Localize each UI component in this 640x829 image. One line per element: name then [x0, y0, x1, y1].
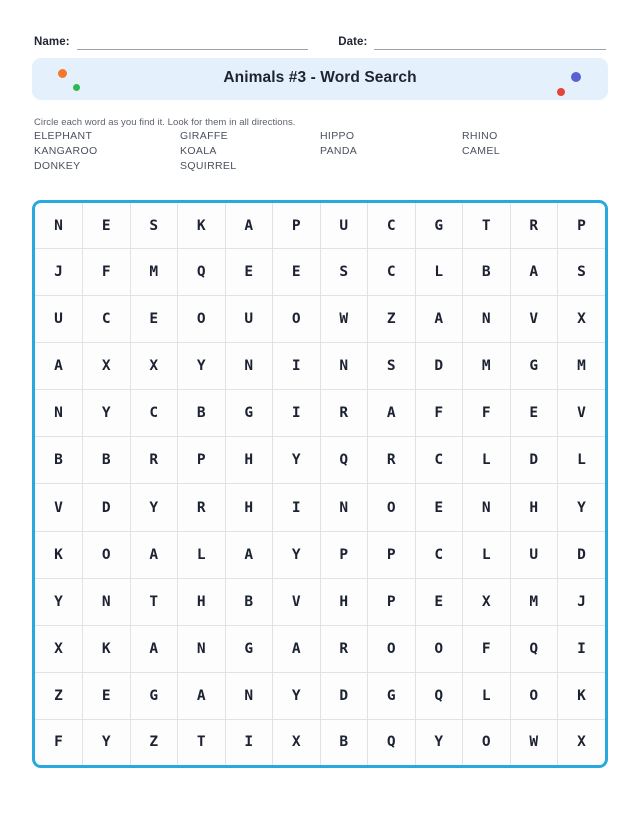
grid-cell[interactable]: L — [415, 249, 463, 296]
grid-cell[interactable]: A — [178, 672, 226, 719]
grid-cell[interactable]: Q — [415, 672, 463, 719]
grid-cell[interactable]: F — [83, 249, 131, 296]
grid-cell[interactable]: C — [368, 203, 416, 249]
grid-cell[interactable]: L — [463, 672, 511, 719]
grid-cell[interactable]: N — [83, 578, 131, 625]
grid-cell[interactable]: A — [225, 531, 273, 578]
grid-cell[interactable]: V — [273, 578, 321, 625]
grid-cell[interactable]: U — [225, 296, 273, 343]
grid-cell[interactable]: Y — [83, 390, 131, 437]
grid-cell[interactable]: Y — [130, 484, 178, 531]
grid-cell[interactable]: M — [558, 343, 606, 390]
date-input-line[interactable] — [374, 35, 606, 50]
grid-cell[interactable]: D — [83, 484, 131, 531]
grid-cell[interactable]: I — [273, 390, 321, 437]
grid-cell[interactable]: X — [83, 343, 131, 390]
word-item: PANDA — [320, 145, 358, 157]
word-list-row — [34, 145, 606, 160]
grid-cell[interactable]: M — [463, 343, 511, 390]
grid-cell[interactable]: G — [225, 390, 273, 437]
word-item: RHINO — [462, 130, 498, 142]
grid-cell[interactable]: P — [368, 578, 416, 625]
grid-cell[interactable]: N — [35, 203, 83, 249]
grid-cell[interactable]: R — [368, 437, 416, 484]
grid-cell[interactable]: Y — [558, 484, 606, 531]
grid-cell[interactable]: S — [130, 203, 178, 249]
grid-cell[interactable]: I — [225, 719, 273, 765]
grid-cell[interactable]: Z — [35, 672, 83, 719]
grid-cell[interactable]: B — [178, 390, 226, 437]
grid-cell[interactable]: X — [558, 296, 606, 343]
grid-cell[interactable]: P — [320, 531, 368, 578]
grid-cell[interactable]: E — [415, 484, 463, 531]
grid-cell[interactable]: Q — [510, 625, 558, 672]
grid-cell[interactable]: G — [415, 203, 463, 249]
grid-cell[interactable]: B — [225, 578, 273, 625]
grid-cell[interactable]: F — [463, 390, 511, 437]
grid-cell[interactable]: Q — [368, 719, 416, 765]
grid-cell[interactable]: E — [83, 672, 131, 719]
word-item: SQUIRREL — [180, 160, 237, 172]
grid-cell[interactable]: A — [368, 390, 416, 437]
grid-cell[interactable]: A — [225, 203, 273, 249]
grid-cell[interactable]: E — [415, 578, 463, 625]
grid-cell[interactable]: D — [558, 531, 606, 578]
word-list — [34, 130, 606, 175]
instructions-text: Circle each word as you find it. Look for them in all directions. — [34, 117, 296, 128]
grid-cell[interactable]: Y — [35, 578, 83, 625]
grid-cell[interactable]: E — [273, 249, 321, 296]
grid-cell[interactable]: X — [558, 719, 606, 765]
grid-cell[interactable]: F — [35, 719, 83, 765]
grid-cell[interactable]: B — [83, 437, 131, 484]
grid-cell[interactable]: D — [510, 437, 558, 484]
grid-cell[interactable]: O — [415, 625, 463, 672]
grid-row — [35, 249, 605, 296]
grid-cell[interactable]: L — [463, 437, 511, 484]
grid-cell[interactable]: H — [178, 578, 226, 625]
title-banner — [32, 58, 608, 100]
grid-cell[interactable]: P — [558, 203, 606, 249]
grid-cell[interactable]: A — [273, 625, 321, 672]
grid-cell[interactable]: H — [510, 484, 558, 531]
grid-cell[interactable]: R — [320, 390, 368, 437]
grid-cell[interactable]: Z — [130, 719, 178, 765]
grid-cell[interactable]: Y — [178, 343, 226, 390]
grid-cell[interactable]: T — [130, 578, 178, 625]
page-title: Animals #3 - Word Search — [223, 69, 417, 86]
grid-cell[interactable]: R — [130, 437, 178, 484]
word-list-row — [34, 160, 606, 175]
grid-cell[interactable]: T — [463, 203, 511, 249]
grid-cell[interactable]: G — [368, 672, 416, 719]
grid-cell[interactable]: S — [368, 343, 416, 390]
grid-cell[interactable]: N — [463, 484, 511, 531]
grid-cell[interactable]: J — [35, 249, 83, 296]
grid-cell[interactable]: H — [225, 484, 273, 531]
grid-cell[interactable]: R — [320, 625, 368, 672]
grid-cell[interactable]: I — [273, 484, 321, 531]
grid-row — [35, 203, 605, 249]
grid-row — [35, 437, 605, 484]
grid-cell[interactable]: G — [225, 625, 273, 672]
grid-cell[interactable]: L — [178, 531, 226, 578]
grid-cell[interactable]: Y — [273, 672, 321, 719]
grid-cell[interactable]: G — [510, 343, 558, 390]
grid-cell[interactable]: D — [415, 343, 463, 390]
grid-cell[interactable]: N — [463, 296, 511, 343]
grid-cell[interactable]: N — [35, 390, 83, 437]
grid-cell[interactable]: J — [558, 578, 606, 625]
grid-row — [35, 672, 605, 719]
decorative-dot-red-icon — [557, 88, 565, 96]
name-label: Name: — [34, 36, 70, 48]
grid-cell[interactable]: E — [130, 296, 178, 343]
grid-row — [35, 719, 605, 765]
grid-cell[interactable]: Z — [368, 296, 416, 343]
word-list-row — [34, 130, 606, 145]
grid-cell[interactable]: K — [558, 672, 606, 719]
name-input-line[interactable] — [77, 35, 309, 50]
grid-cell[interactable]: K — [35, 531, 83, 578]
grid-cell[interactable]: S — [558, 249, 606, 296]
grid-cell[interactable]: A — [130, 625, 178, 672]
grid-cell[interactable]: N — [178, 625, 226, 672]
word-item: CAMEL — [462, 145, 500, 157]
grid-cell[interactable]: O — [368, 484, 416, 531]
word-search-grid-container — [32, 200, 608, 768]
grid-cell[interactable]: X — [463, 578, 511, 625]
grid-cell[interactable]: O — [368, 625, 416, 672]
grid-cell[interactable]: E — [225, 249, 273, 296]
grid-row — [35, 531, 605, 578]
grid-row — [35, 343, 605, 390]
grid-cell[interactable]: X — [35, 625, 83, 672]
grid-row — [35, 625, 605, 672]
grid-cell[interactable]: A — [415, 296, 463, 343]
grid-cell[interactable]: N — [225, 343, 273, 390]
grid-cell[interactable]: V — [510, 296, 558, 343]
word-item: KOALA — [180, 145, 217, 157]
grid-cell[interactable]: D — [320, 672, 368, 719]
grid-cell[interactable]: A — [35, 343, 83, 390]
grid-cell[interactable]: S — [320, 249, 368, 296]
grid-cell[interactable]: X — [130, 343, 178, 390]
grid-cell[interactable]: Y — [273, 531, 321, 578]
grid-cell[interactable]: C — [415, 531, 463, 578]
grid-cell[interactable]: O — [83, 531, 131, 578]
grid-cell[interactable]: X — [273, 719, 321, 765]
grid-cell[interactable]: G — [130, 672, 178, 719]
word-item: GIRAFFE — [180, 130, 228, 142]
grid-cell[interactable]: L — [463, 531, 511, 578]
grid-cell[interactable]: B — [463, 249, 511, 296]
grid-cell[interactable]: O — [273, 296, 321, 343]
word-item: DONKEY — [34, 160, 81, 172]
word-item: HIPPO — [320, 130, 355, 142]
grid-cell[interactable]: O — [510, 672, 558, 719]
grid-cell[interactable]: A — [130, 531, 178, 578]
grid-cell[interactable]: B — [35, 437, 83, 484]
grid-cell[interactable]: Q — [178, 249, 226, 296]
grid-cell[interactable]: E — [510, 390, 558, 437]
grid-cell[interactable]: Q — [320, 437, 368, 484]
grid-cell[interactable]: C — [83, 296, 131, 343]
date-label: Date: — [338, 36, 368, 48]
grid-cell[interactable]: N — [320, 484, 368, 531]
grid-cell[interactable]: P — [178, 437, 226, 484]
grid-cell[interactable]: W — [510, 719, 558, 765]
name-date-row — [34, 30, 606, 50]
grid-cell[interactable]: Y — [415, 719, 463, 765]
grid-cell[interactable]: C — [130, 390, 178, 437]
grid-cell[interactable]: P — [273, 203, 321, 249]
grid-cell[interactable]: A — [510, 249, 558, 296]
grid-cell[interactable]: C — [415, 437, 463, 484]
grid-cell[interactable]: M — [510, 578, 558, 625]
grid-cell[interactable]: R — [510, 203, 558, 249]
grid-cell[interactable]: O — [463, 719, 511, 765]
grid-row — [35, 390, 605, 437]
grid-cell[interactable]: K — [178, 203, 226, 249]
grid-row — [35, 578, 605, 625]
grid-row — [35, 296, 605, 343]
grid-cell[interactable]: N — [320, 343, 368, 390]
grid-cell[interactable]: L — [558, 437, 606, 484]
grid-cell[interactable]: F — [463, 625, 511, 672]
grid-cell[interactable]: T — [178, 719, 226, 765]
grid-cell[interactable]: E — [83, 203, 131, 249]
grid-cell[interactable]: I — [558, 625, 606, 672]
grid-row — [35, 484, 605, 531]
grid-cell[interactable]: H — [320, 578, 368, 625]
grid-cell[interactable]: U — [320, 203, 368, 249]
grid-cell[interactable]: I — [273, 343, 321, 390]
grid-cell[interactable]: U — [510, 531, 558, 578]
grid-cell[interactable]: R — [178, 484, 226, 531]
grid-cell[interactable]: P — [368, 531, 416, 578]
word-search-grid[interactable] — [35, 203, 605, 765]
grid-cell[interactable]: V — [558, 390, 606, 437]
grid-cell[interactable]: H — [225, 437, 273, 484]
word-item: KANGAROO — [34, 145, 98, 157]
grid-cell[interactable]: Y — [273, 437, 321, 484]
grid-cell[interactable]: K — [83, 625, 131, 672]
grid-cell[interactable]: F — [415, 390, 463, 437]
grid-cell[interactable]: W — [320, 296, 368, 343]
grid-cell[interactable]: O — [178, 296, 226, 343]
grid-cell[interactable]: U — [35, 296, 83, 343]
word-item: ELEPHANT — [34, 130, 93, 142]
grid-cell[interactable]: M — [130, 249, 178, 296]
grid-cell[interactable]: V — [35, 484, 83, 531]
grid-cell[interactable]: C — [368, 249, 416, 296]
grid-cell[interactable]: N — [225, 672, 273, 719]
grid-cell[interactable]: B — [320, 719, 368, 765]
grid-cell[interactable]: Y — [83, 719, 131, 765]
